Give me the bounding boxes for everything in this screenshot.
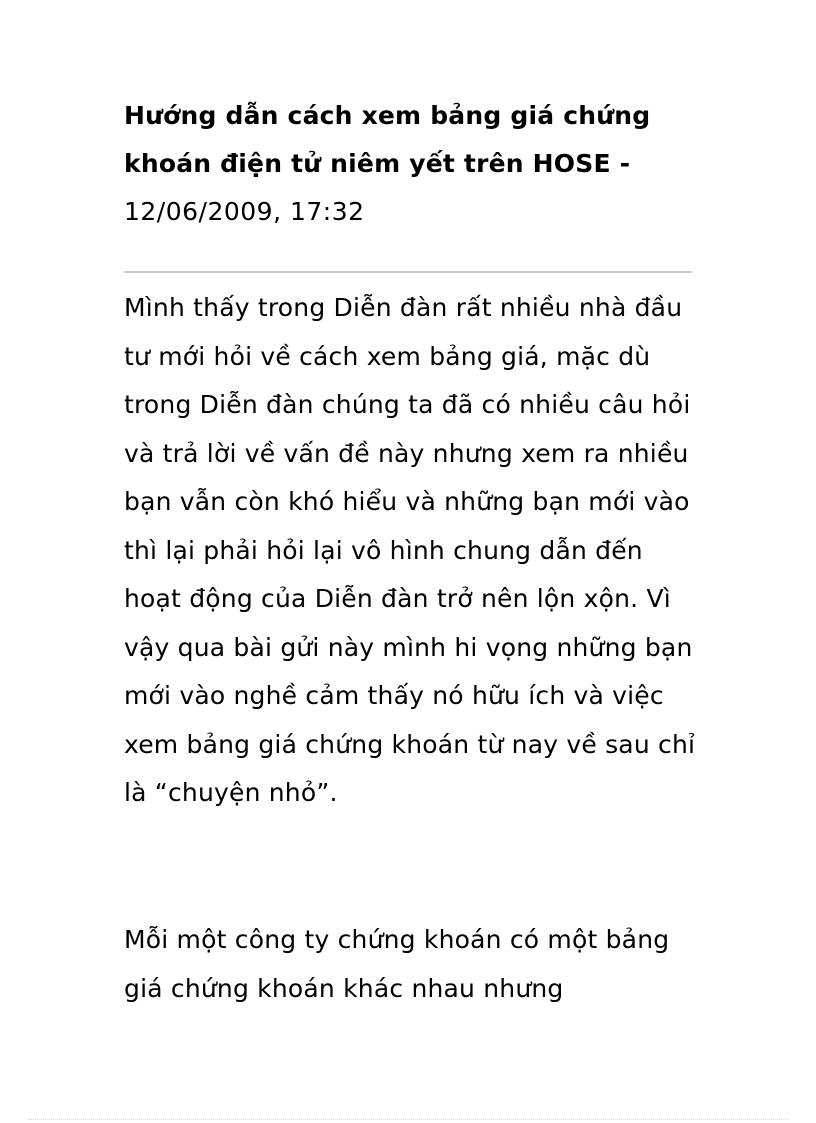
article-paragraph-1: Mình thấy trong Diễn đàn rất nhiều nhà đầu tư mới hỏi về cách xem bảng giá, mặc dù trong Diễn đàn chúng ta đã có nhiều câu hỏi và trả lời về vấn đề này nhưng xem ra nhiều bạn vẫn còn khó hiểu và những bạn mới vào thì lại phải hỏi lại vô hình chung dẫn đến hoạt động của Diễn đàn trở nên lộn xộn. Vì vậy qua bài gửi này mình hi vọng những bạn mới vào nghề cảm thấy nó hữu ích và việc xem bảng giá chứng khoán từ nay về sau chỉ là “chuyện nhỏ”. [124, 293, 696, 807]
title-divider [124, 271, 692, 273]
page-bottom-border [28, 1119, 788, 1120]
article-date: 12/06/2009, 17:32 [124, 197, 365, 226]
article-title: Hướng dẫn cách xem bảng giá chứng khoán điện tử niêm yết trên HOSE - [124, 101, 651, 178]
article-paragraph-2: Mỗi một công ty chứng khoán có một bảng giá chứng khoán khác nhau nhưng [124, 925, 670, 1003]
